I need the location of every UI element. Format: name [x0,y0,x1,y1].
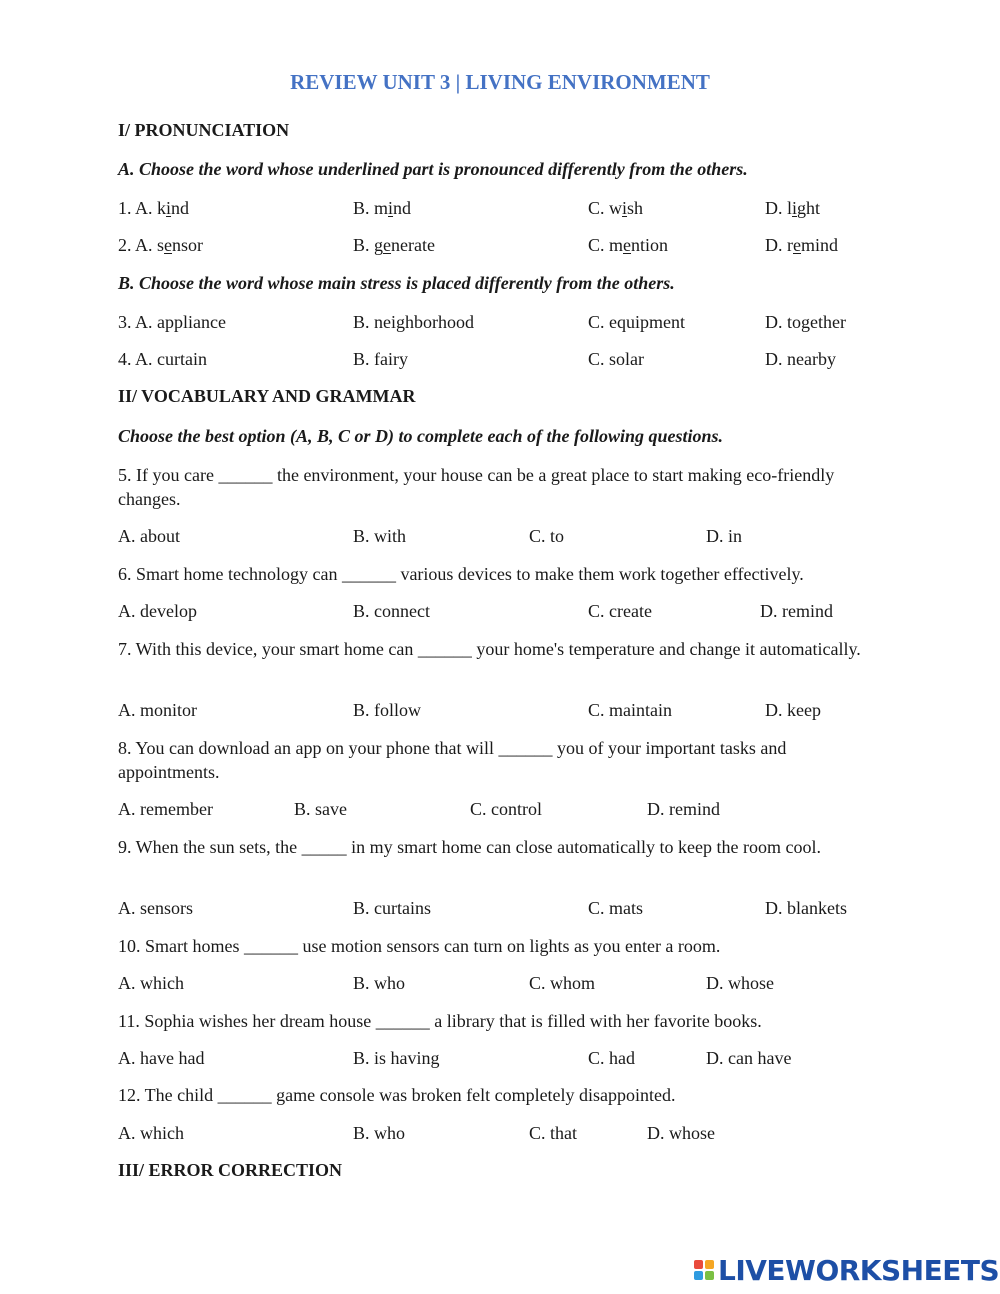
question-11-options [0,1048,1000,1072]
question-2 [0,235,1000,259]
q8-option-b: B. save [294,799,347,819]
question-6-text: 6. Smart home technology can ______ various devices to make them work together effectively. [118,564,804,584]
question-4 [0,349,1000,373]
q12-option-c: C. that [529,1123,577,1143]
part-a-instruction: A. Choose the word whose underlined part is pronounced differently from the others. [118,159,748,179]
vocabulary-instruction: Choose the best option (A, B, C or D) to complete each of the following questions. [118,426,724,446]
q1-option-a: 1. A. kind [118,198,190,218]
question-12-options [0,1123,1000,1147]
liveworksheets-logo[interactable] [694,1253,1000,1287]
question-7-options [0,700,1000,724]
q4-option-c: C. solar [588,349,644,369]
q11-option-a: A. have had [118,1048,205,1068]
question-9-text: 9. When the sun sets, the _____ in my smart home can close automatically to keep the room cool. [118,837,822,857]
logo-square-blue [694,1271,703,1280]
section-pronunciation-heading: I/ PRONUNCIATION [118,120,290,140]
q11-option-c: C. had [588,1048,635,1068]
q7-option-a: A. monitor [118,700,197,720]
question-1 [0,198,1000,222]
section-vocabulary-heading: II/ VOCABULARY AND GRAMMAR [118,386,416,406]
q9-option-c: C. mats [588,898,644,918]
q3-option-c: C. equipment [588,312,685,332]
q6-option-c: C. create [588,601,652,621]
q9-option-d: D. blankets [765,898,847,918]
q2-option-a: 2. A. sensor [118,235,204,255]
question-5-text: 5. If you care ______ the environment, your house can be a great place to start making eco-friendly changes. [118,465,835,509]
q4-option-b: B. fairy [353,349,408,369]
question-3 [0,312,1000,336]
q12-option-b: B. who [353,1123,406,1143]
q1-option-c: C. wish [588,198,644,218]
q2-option-c: C. mention [588,235,669,255]
q2-option-d: D. remind [765,235,839,255]
part-b-instruction: B. Choose the word whose main stress is placed differently from the others. [118,273,675,293]
q11-option-d: D. can have [706,1048,792,1068]
q9-option-b: B. curtains [353,898,431,918]
question-8-options [0,799,1000,823]
logo-square-red [694,1260,703,1269]
q6-option-d: D. remind [760,601,833,621]
logo-square-orange [705,1260,714,1269]
q7-option-b: B. follow [353,700,422,720]
question-12-text: 12. The child ______ game console was broken felt completely disappointed. [118,1085,676,1105]
q4-option-d: D. nearby [765,349,836,369]
q12-option-d: D. whose [647,1123,715,1143]
q10-option-d: D. whose [706,973,774,993]
q2-option-b: B. generate [353,235,435,255]
q10-option-a: A. which [118,973,184,993]
question-6-options [0,601,1000,625]
question-5-options [0,526,1000,550]
liveworksheets-logo-icon [694,1260,714,1280]
q1-option-d: D. light [765,198,821,218]
q9-option-a: A. sensors [118,898,193,918]
q8-option-a: A. remember [118,799,213,819]
q6-option-a: A. develop [118,601,197,621]
q3-option-b: B. neighborhood [353,312,474,332]
q8-option-d: D. remind [647,799,720,819]
q5-option-c: C. to [529,526,565,546]
question-10-options [0,973,1000,997]
q11-option-b: B. is having [353,1048,440,1068]
q1-option-b: B. mind [353,198,412,218]
section-error-correction-heading: III/ ERROR CORRECTION [118,1160,343,1180]
worksheet-title: REVIEW UNIT 3 | LIVING ENVIRONMENT [290,70,710,94]
q7-option-d: D. keep [765,700,821,720]
q5-option-a: A. about [118,526,180,546]
question-11-text: 11. Sophia wishes her dream house ______ a library that is filled with her favorite books. [118,1011,762,1031]
q3-option-a: 3. A. appliance [118,312,226,332]
question-8-text: 8. You can download an app on your phone that will ______ you of your important tasks and appointments. [118,738,787,782]
question-9-options [0,898,1000,922]
q5-option-d: D. in [706,526,742,546]
q5-option-b: B. with [353,526,407,546]
q3-option-d: D. together [765,312,846,332]
liveworksheets-logo-text: LIVEWORKSHEETS [718,1253,1000,1287]
question-7-text: 7. With this device, your smart home can ______ your home's temperature and change it automatically. [118,639,861,659]
q10-option-c: C. whom [529,973,596,993]
q7-option-c: C. maintain [588,700,672,720]
q10-option-b: B. who [353,973,406,993]
q4-option-a: 4. A. curtain [118,349,207,369]
question-10-text: 10. Smart homes ______ use motion sensors can turn on lights as you enter a room. [118,936,721,956]
logo-square-green [705,1271,714,1280]
q6-option-b: B. connect [353,601,430,621]
q12-option-a: A. which [118,1123,184,1143]
q8-option-c: C. control [470,799,542,819]
